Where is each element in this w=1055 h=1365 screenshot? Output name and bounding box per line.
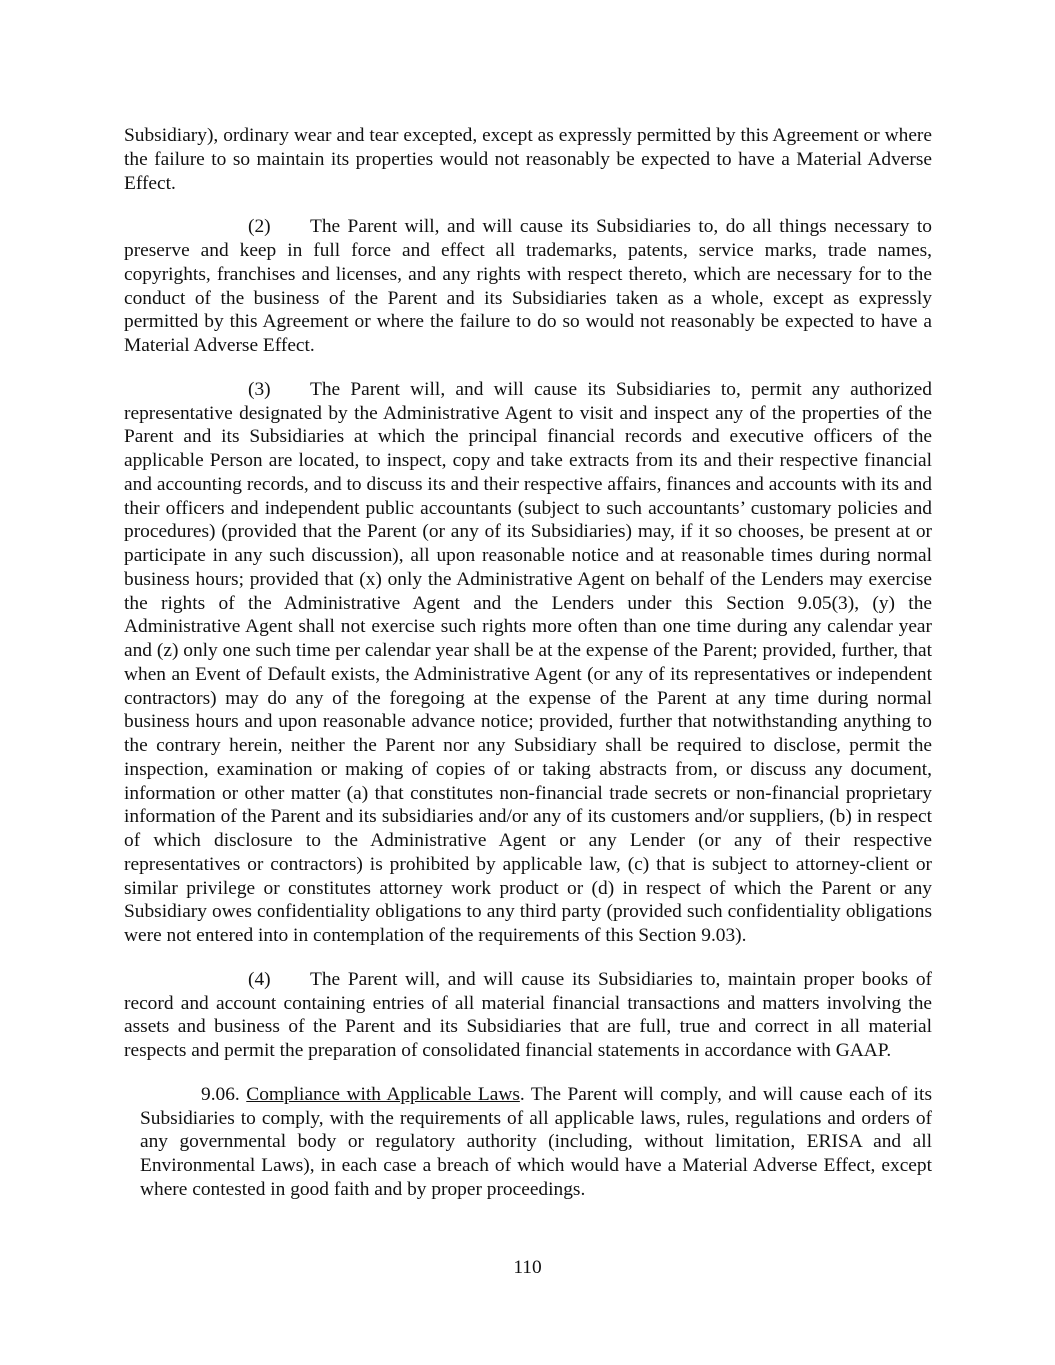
paragraph-number: (4): [248, 968, 271, 990]
paragraph-continuation: [124, 124, 932, 195]
section-heading-end: .: [519, 1083, 525, 1105]
section-9-06: [140, 1083, 932, 1202]
paragraph-number: (3): [248, 378, 271, 400]
paragraph-text: The Parent will, and will cause its Subsidiaries to, do all things necessary to preserve and keep in full force and effect all trademarks, patents, service marks, trade names, copyrights, franchises and licenses, and any rights with respect thereto, which are necessary for to the conduct of the business of the Parent and its Subsidiaries taken as a whole, except as expressly permitted by this Agreement or where the failure to do so would not reasonably be expected to have a Material Adverse Effect.: [124, 216, 932, 356]
paragraph-number: (2): [248, 216, 271, 238]
paragraph-text: Subsidiary), ordinary wear and tear excepted, except as expressly permitted by this Agreement or where the failure to so maintain its properties would not reasonably be expected to have a Material Adverse Effect.: [124, 125, 932, 194]
paragraph-text: The Parent will, and will cause its Subsidiaries to, maintain proper books of record and account containing entries of all material financial transactions and matters involving the assets and business of the Parent and its Subsidiaries that are full, true and correct in all material respects and permit the preparation of consolidated financial statements in accordance with GAAP.: [124, 968, 932, 1061]
paragraph-4: [124, 968, 932, 1063]
page-number: 110: [513, 1257, 542, 1278]
paragraph-2: [124, 215, 932, 358]
section-text: The Parent will comply, and will cause each of its Subsidiaries to comply, with the requirements of all applicable laws, rules, regulations and orders of any governmental body or regulatory authority (including, without limitation, ERISA and all Environmental Laws), in each case a breach of which would have a Material Adverse Effect, except where contested in good faith and by proper proceedings.: [140, 1083, 932, 1200]
paragraph-text: The Parent will, and will cause its Subsidiaries to, permit any authorized representative designated by the Administrative Agent to visit and inspect any of the properties of the Parent and its Subsidiaries at which the principal financial records and executive officers of the applicable Person are located, to inspect, copy and take extracts from its and their respective financial and accounting records, and to discuss its and their respective affairs, finances and accounts with its and their officers and independent public accountants (subject to such accountants’ customary policies and procedures) (provided that the Parent (or any of its Subsidiaries) may, if it so chooses, be present at or participate in any such discussion), all upon reasonable notice and at reasonable times during normal business hours; provided that (x) only the Administrative Agent on behalf of the Lenders may exercise the rights of the Administrative Agent and the Lenders under this Section 9.05(3), (y) the Administrative Agent shall not exercise such rights more often than one time during any calendar year and (z) only one such time per calendar year shall be at the expense of the Parent; provided, further, that when an Event of Default exists, the Administrative Agent (or any of its representatives or independent contractors) may do any of the foregoing at the expense of the Parent at any time during normal business hours and upon reasonable advance notice; provided, further that notwithstanding anything to the contrary herein, neither the Parent nor any Subsidiary shall be required to disclose, permit the inspection, examination or making of copies of or taking abstracts from, or discuss any document, information or other matter (a) that constitutes non-financial trade secrets or non-financial proprietary information of the Parent and its subsidiaries and/or any of its customers and/or suppliers, (b) in respect of which disclosure to the Administrative Agent or any Lender (or any of their respective representatives or contractors) is prohibited by applicable law, (c) that is subject to attorney-client or similar privilege or constitutes attorney work product or (d) in respect of which the Parent or any Subsidiary owes confidentiality obligations to any third party (provided such confidentiality obligations were not entered into in contemplation of the requirements of this Section 9.03).: [124, 378, 932, 946]
document-page: [124, 124, 932, 1222]
section-number: 9.06.: [201, 1083, 240, 1105]
section-heading: Compliance with Applicable Laws: [246, 1083, 520, 1105]
paragraph-3: [124, 378, 932, 948]
